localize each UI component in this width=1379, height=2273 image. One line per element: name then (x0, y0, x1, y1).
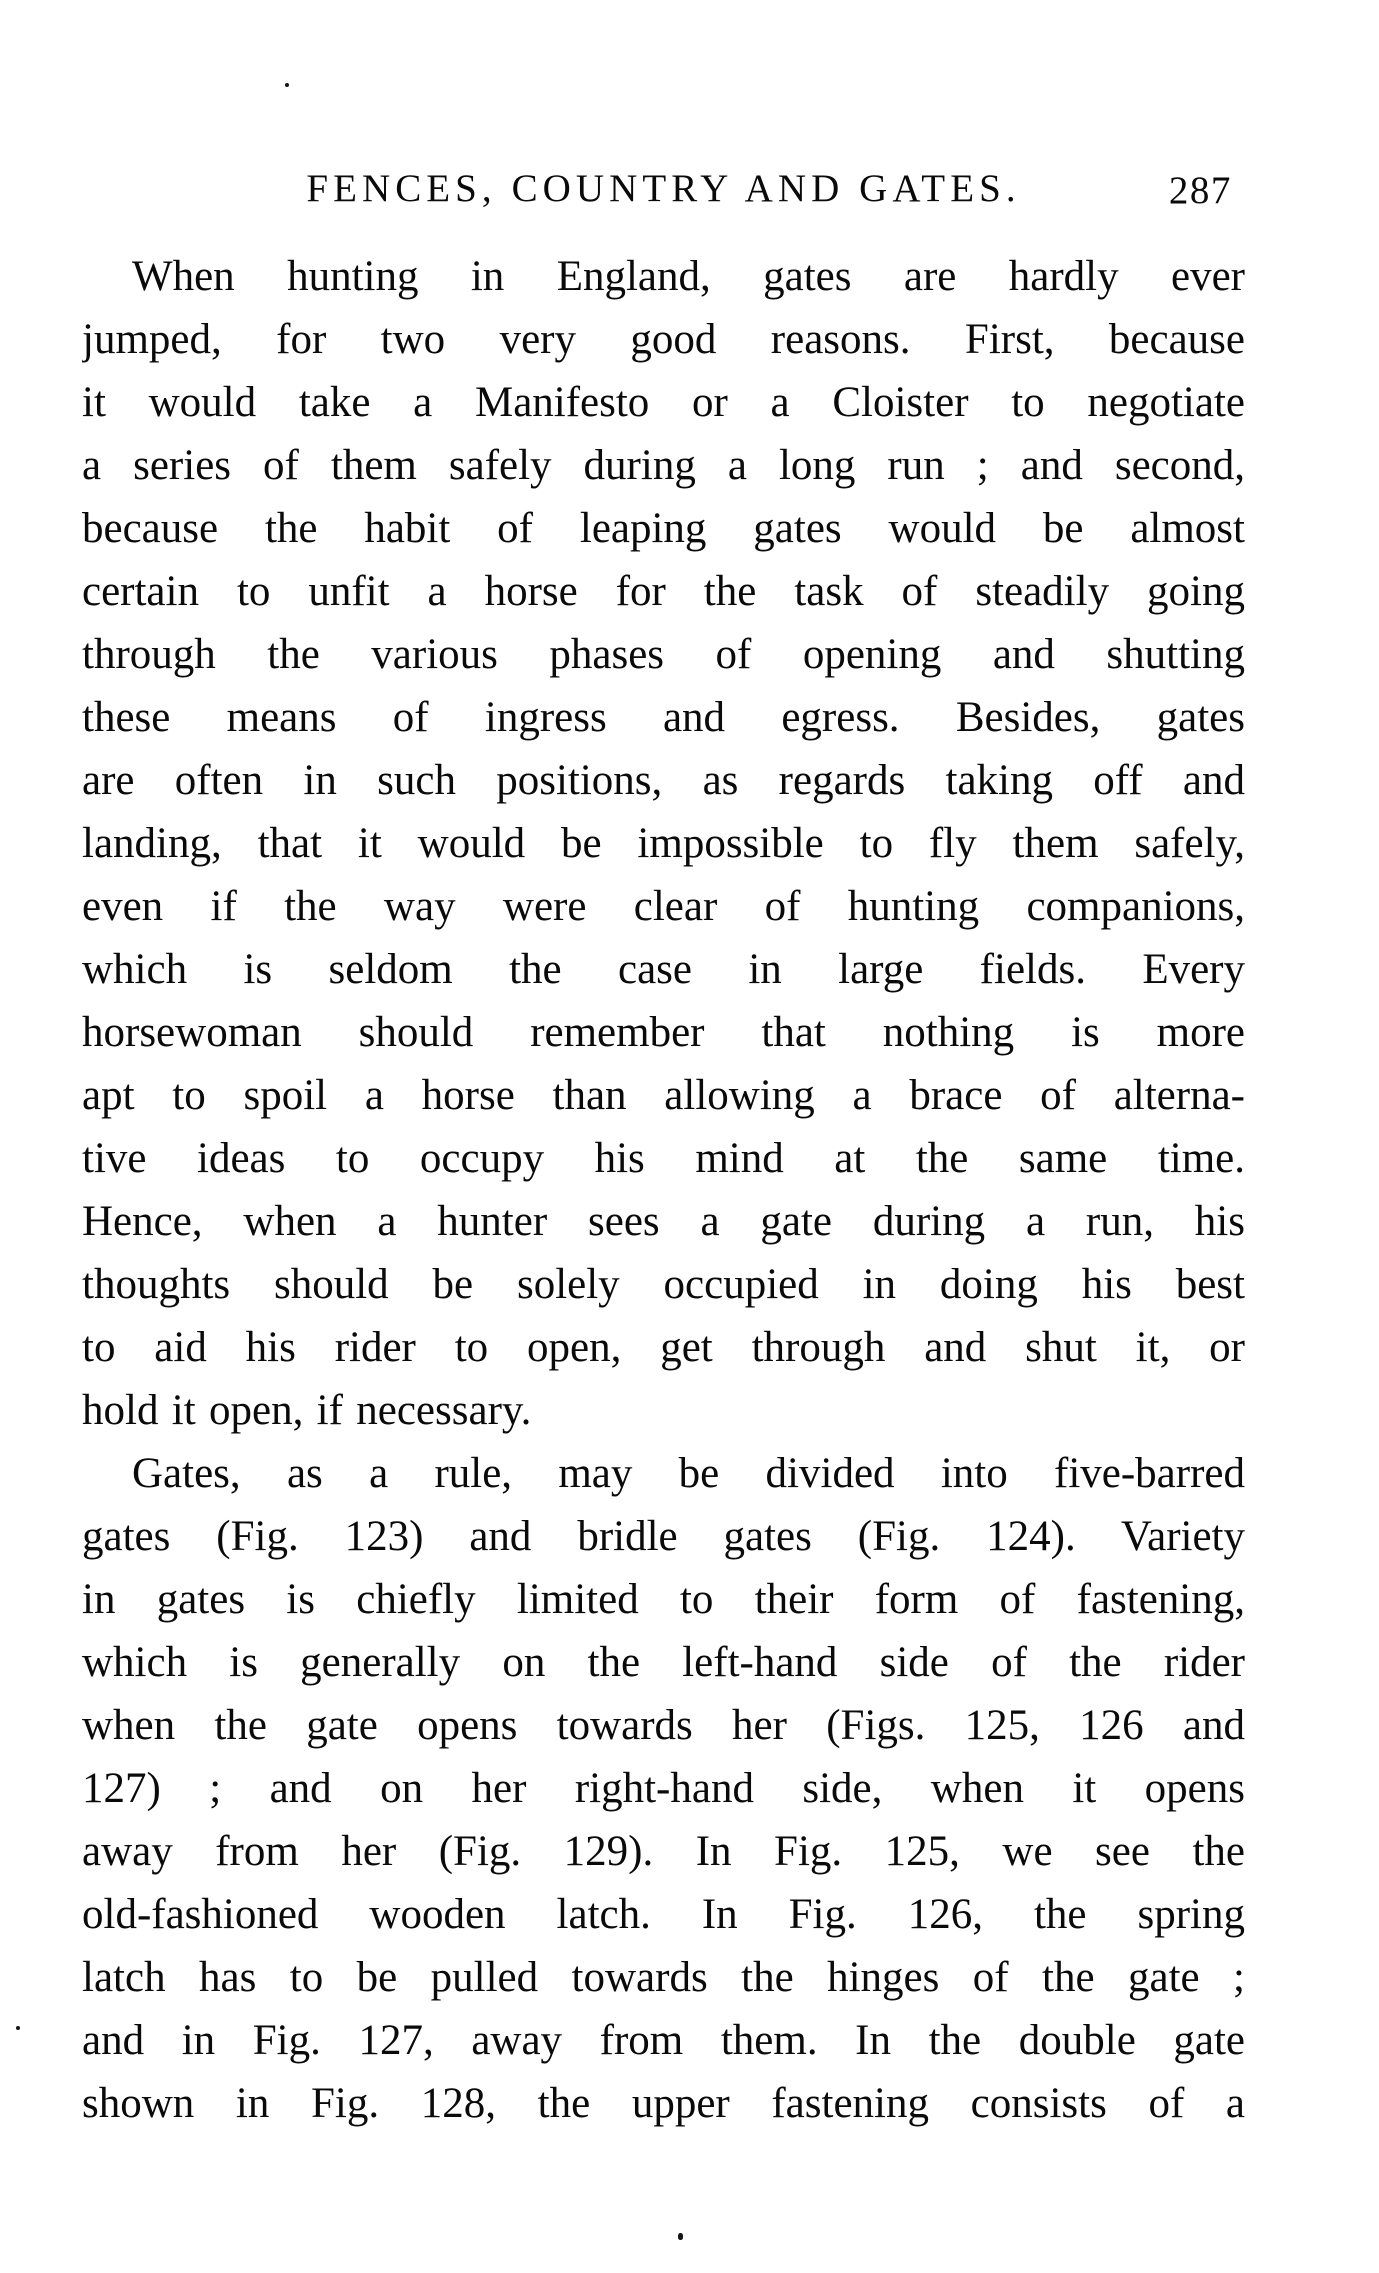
text-line: old-fashioned wooden latch. In Fig. 126, the spring (82, 1891, 1245, 1938)
text-line: to aid his rider to open, get through and shut it, or (82, 1324, 1245, 1371)
text-line: certain to unfit a horse for the task of steadily going (82, 568, 1245, 615)
text-line: apt to spoil a horse than allowing a brace of alterna- (82, 1072, 1245, 1119)
text-line: and in Fig. 127, away from them. In the double gate (82, 2017, 1245, 2064)
scan-speck-left-margin (16, 2026, 20, 2030)
text-line: which is generally on the left-hand side of the rider (82, 1639, 1245, 1686)
text-line: which is seldom the case in large fields. Every (82, 946, 1245, 993)
text-line: these means of ingress and egress. Besides, gates (82, 694, 1245, 741)
text-line: landing, that it would be impossible to fly them safely, (82, 820, 1245, 867)
text-line: in gates is chiefly limited to their form of fastening, (82, 1576, 1245, 1623)
scan-speck-bottom (678, 2233, 683, 2240)
running-head (82, 167, 1245, 215)
text-line: 127) ; and on her right-hand side, when it opens (82, 1765, 1245, 1812)
text-line: tive ideas to occupy his mind at the same time. (82, 1135, 1245, 1182)
page-number: 287 (1168, 169, 1232, 212)
text-line: When hunting in England, gates are hardly ever (132, 253, 1245, 300)
text-line: away from her (Fig. 129). In Fig. 125, we see the (82, 1828, 1245, 1875)
text-line: thoughts should be solely occupied in doing his best (82, 1261, 1245, 1308)
text-line: Hence, when a hunter sees a gate during a run, his (82, 1198, 1245, 1245)
text-line: hold it open, if necessary. (82, 1387, 532, 1434)
text-line: it would take a Manifesto or a Cloister to negotiate (82, 379, 1245, 426)
text-line: because the habit of leaping gates would be almost (82, 505, 1245, 552)
text-line: when the gate opens towards her (Figs. 125, 126 and (82, 1702, 1245, 1749)
text-line: gates (Fig. 123) and bridle gates (Fig. 124). Variety (82, 1513, 1245, 1560)
text-line: through the various phases of opening and shutting (82, 631, 1245, 678)
text-line: shown in Fig. 128, the upper fastening consists of a (82, 2080, 1245, 2127)
text-line: latch has to be pulled towards the hinges of the gate ; (82, 1954, 1245, 2001)
text-line: even if the way were clear of hunting companions, (82, 883, 1245, 930)
text-line: jumped, for two very good reasons. First, because (82, 316, 1245, 363)
page-body (82, 245, 1245, 2135)
text-line: a series of them safely during a long run ; and second, (82, 442, 1245, 489)
scan-speck-top (285, 83, 289, 87)
text-line: horsewoman should remember that nothing is more (82, 1009, 1245, 1056)
page-title: FENCES, COUNTRY AND GATES. (306, 167, 1021, 210)
text-line: are often in such positions, as regards taking off and (82, 757, 1245, 804)
text-line: Gates, as a rule, may be divided into five-barred (132, 1450, 1245, 1497)
